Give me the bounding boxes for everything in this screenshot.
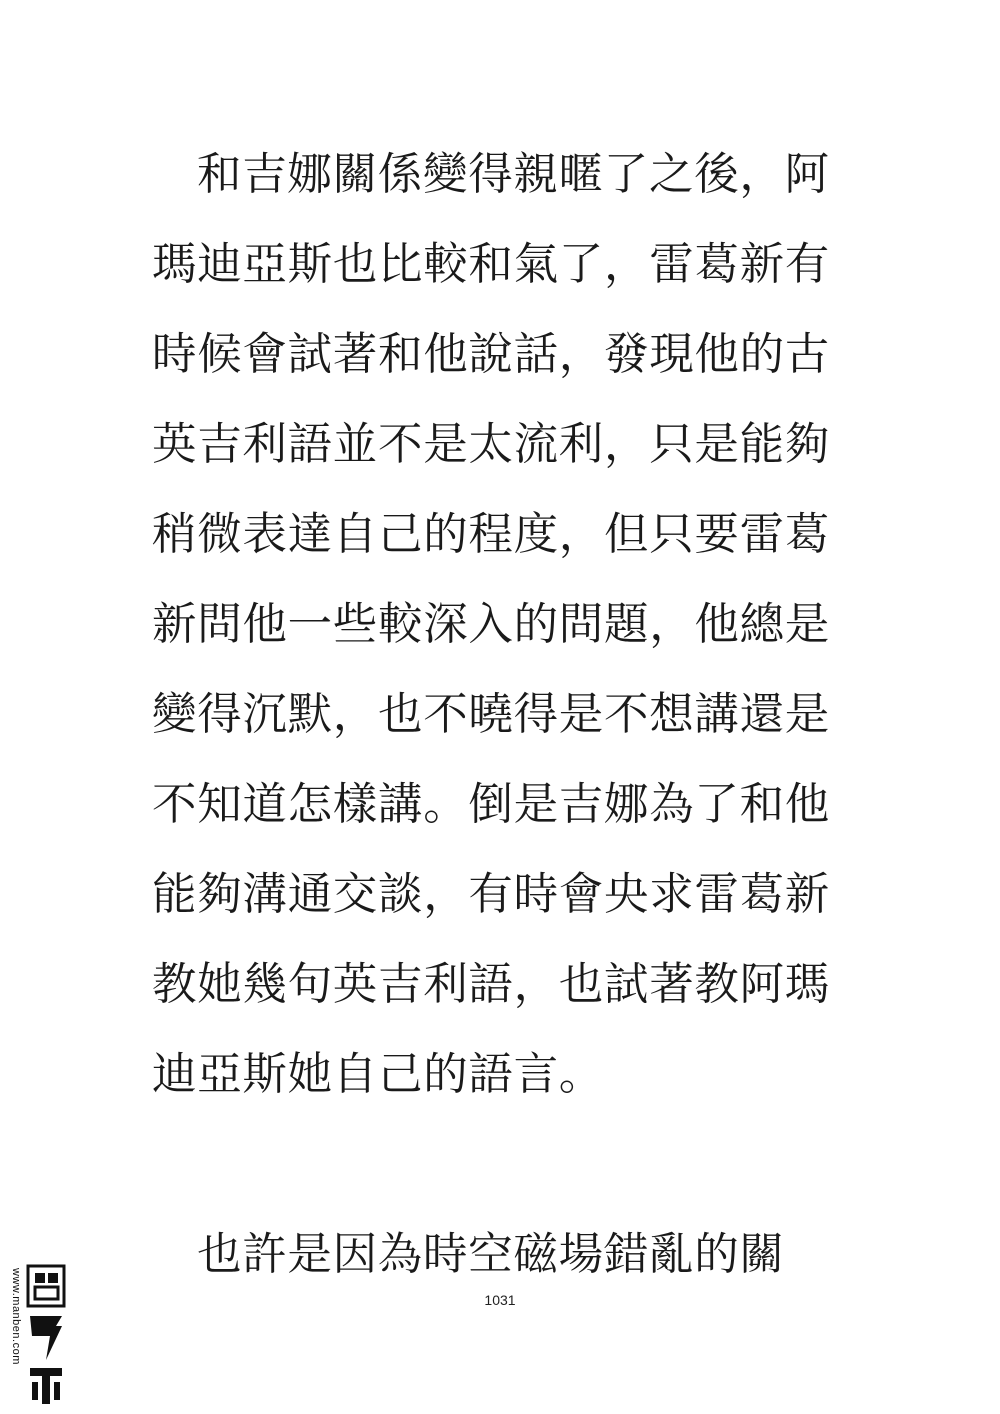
text-line: 教她幾句英吉利語，也試著教阿瑪 — [152, 959, 831, 1010]
text-line: 稍微表達自己的程度，但只要雷葛 — [152, 509, 831, 560]
body-text — [152, 130, 852, 1300]
watermark-logo-icon — [26, 1264, 66, 1406]
text-line: 時候會試著和他說話，發現他的古 — [152, 329, 831, 380]
paragraph-gap — [152, 1120, 852, 1210]
text-line: 能夠溝通交談，有時會央求雷葛新 — [152, 869, 831, 920]
text-line: 也許是因為時空磁場錯亂的關 — [197, 1229, 785, 1280]
page-number: 1031 — [484, 1292, 516, 1308]
watermark-url: www.manben.com — [10, 1268, 22, 1365]
text-line: 英吉利語並不是太流利，只是能夠 — [152, 419, 831, 470]
text-line: 瑪迪亞斯也比較和氣了，雷葛新有 — [152, 239, 831, 290]
text-line: 不知道怎樣講。倒是吉娜為了和他 — [152, 779, 831, 830]
text-line: 迪亞斯她自己的語言。 — [152, 1049, 605, 1100]
text-line: 和吉娜關係變得親暱了之後，阿 — [197, 149, 830, 200]
text-line: 變得沉默，也不曉得是不想講還是 — [152, 689, 831, 740]
text-line: 新問他一些較深入的問題，他總是 — [152, 599, 831, 650]
